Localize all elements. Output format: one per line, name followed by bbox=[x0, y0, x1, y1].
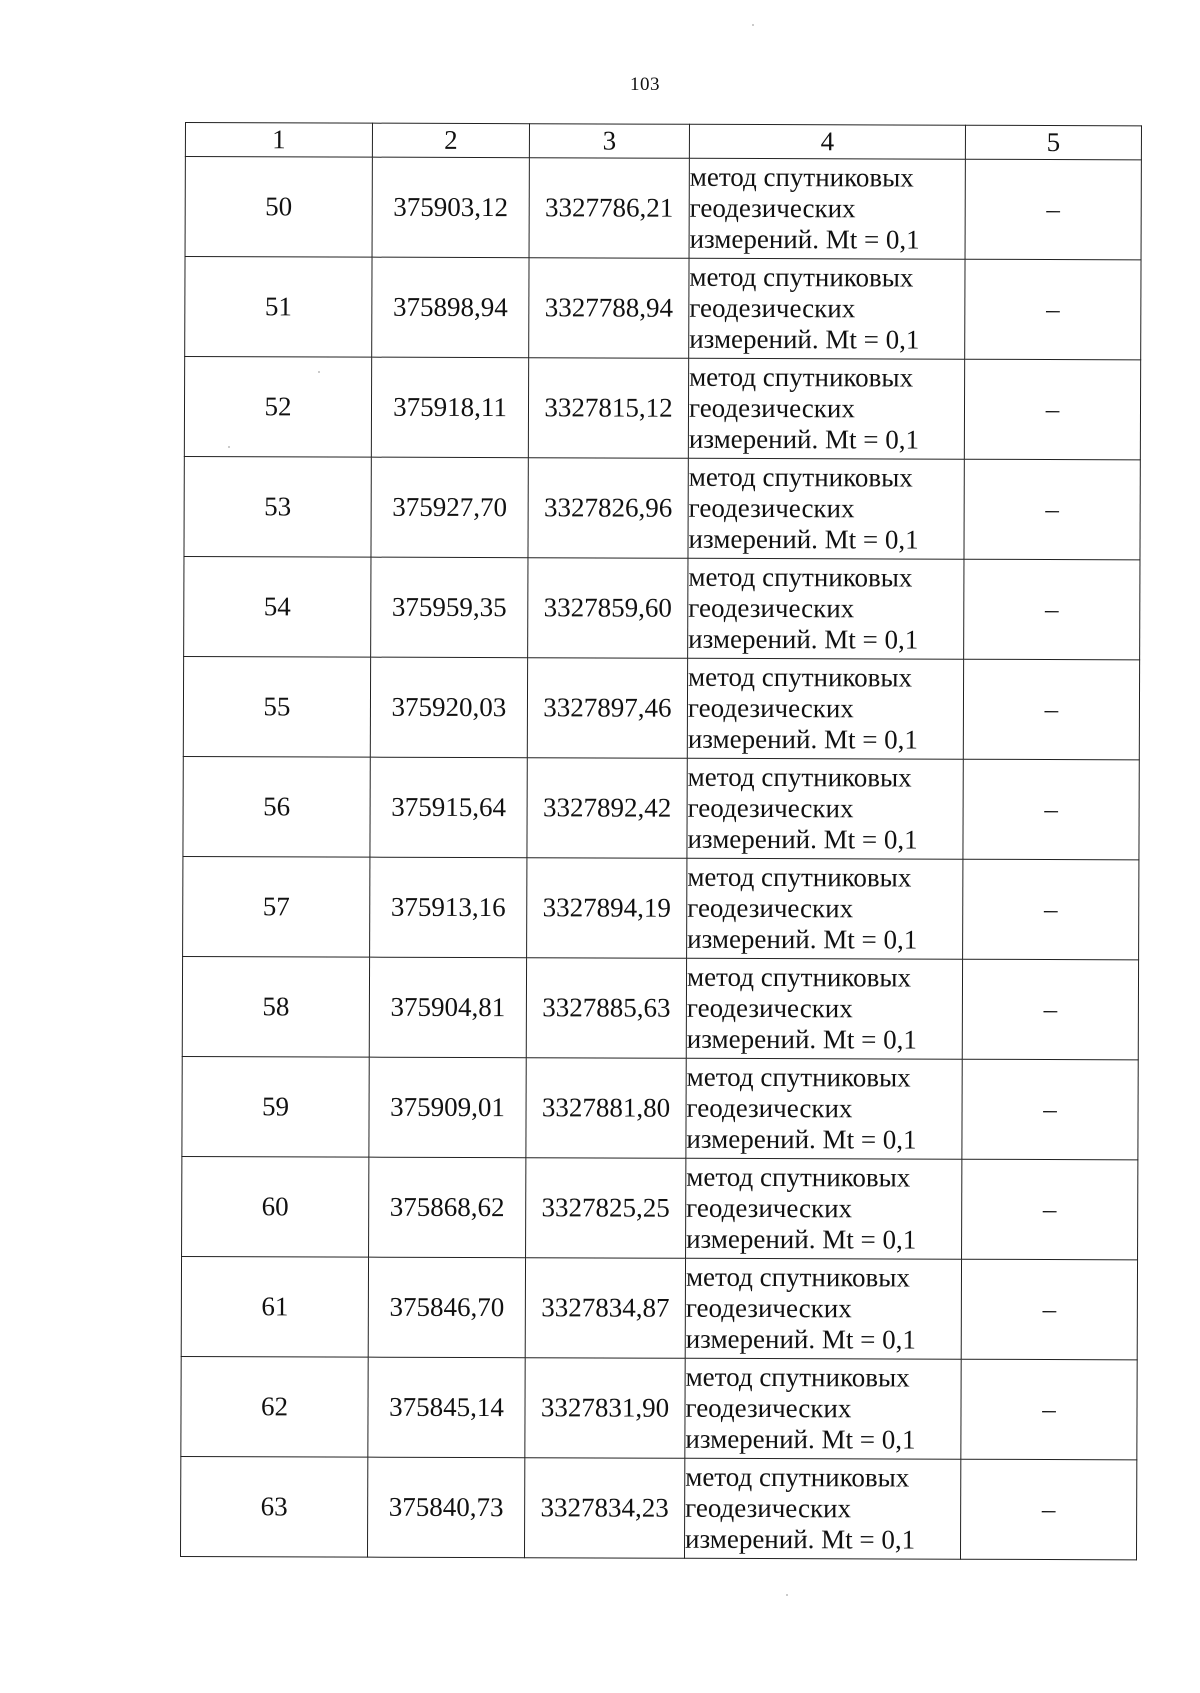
method-line-2: геодезических bbox=[687, 892, 854, 924]
point-number-cell: 51 bbox=[185, 257, 372, 358]
note-cell: – bbox=[965, 159, 1141, 260]
method-cell bbox=[685, 1258, 961, 1359]
point-number-cell: 63 bbox=[180, 1456, 367, 1557]
table-row bbox=[181, 1356, 1137, 1459]
method-line-3: измерений. Mt = 0,1 bbox=[689, 323, 920, 355]
method-line-2: геодезических bbox=[687, 692, 854, 724]
y-coordinate-cell: 3327885,63 bbox=[526, 958, 686, 1059]
method-line-3: измерений. Mt = 0,1 bbox=[687, 823, 918, 855]
point-number-cell: 52 bbox=[184, 357, 371, 458]
method-line-3: измерений. Mt = 0,1 bbox=[686, 1123, 917, 1155]
table-row bbox=[182, 956, 1138, 1059]
note-cell: – bbox=[964, 559, 1140, 660]
point-number-cell: 59 bbox=[182, 1056, 369, 1157]
method-cell bbox=[686, 1158, 962, 1259]
y-coordinate-cell: 3327834,23 bbox=[524, 1458, 684, 1559]
x-coordinate-cell: 375909,01 bbox=[369, 1057, 526, 1158]
method-line-2: геодезических bbox=[685, 1492, 852, 1524]
page-number: 103 bbox=[630, 74, 660, 95]
y-coordinate-cell: 3327894,19 bbox=[527, 858, 687, 959]
x-coordinate-cell: 375959,35 bbox=[371, 557, 528, 658]
method-line-1: метод спутниковых bbox=[686, 1061, 911, 1093]
x-coordinate-cell: 375927,70 bbox=[371, 457, 528, 558]
table-row bbox=[183, 656, 1139, 759]
method-cell bbox=[687, 758, 963, 859]
scan-speck bbox=[228, 446, 230, 448]
table-row bbox=[180, 1456, 1136, 1559]
method-line-2: геодезических bbox=[687, 792, 854, 824]
method-line-3: измерений. Mt = 0,1 bbox=[686, 1223, 917, 1255]
table-row bbox=[184, 456, 1140, 559]
x-coordinate-cell: 375915,64 bbox=[370, 757, 527, 858]
method-line-1: метод спутниковых bbox=[687, 861, 912, 893]
column-header-4: 4 bbox=[689, 124, 965, 159]
method-cell bbox=[686, 1058, 962, 1159]
table-row bbox=[181, 1256, 1137, 1359]
method-cell bbox=[689, 158, 965, 259]
method-line-2: геодезических bbox=[686, 1192, 853, 1224]
y-coordinate-cell: 3327859,60 bbox=[528, 558, 688, 659]
y-coordinate-cell: 3327881,80 bbox=[526, 1058, 686, 1159]
method-cell bbox=[689, 258, 965, 359]
point-number-cell: 50 bbox=[185, 157, 372, 258]
method-cell bbox=[687, 858, 963, 959]
note-cell: – bbox=[964, 359, 1140, 460]
method-line-3: измерений. Mt = 0,1 bbox=[685, 1523, 916, 1555]
table-row bbox=[183, 856, 1139, 959]
method-line-2: геодезических bbox=[685, 1292, 852, 1324]
method-line-2: геодезических bbox=[688, 392, 855, 424]
coordinates-table bbox=[180, 122, 1142, 1560]
method-line-1: метод спутниковых bbox=[686, 1161, 911, 1193]
column-header-3: 3 bbox=[529, 124, 689, 159]
method-line-1: метод спутниковых bbox=[685, 1261, 911, 1293]
method-line-1: метод спутниковых bbox=[689, 161, 914, 193]
method-cell bbox=[686, 958, 962, 1059]
method-line-3: измерений. Mt = 0,1 bbox=[687, 723, 919, 755]
method-line-2: геодезических bbox=[686, 992, 853, 1024]
x-coordinate-cell: 375918,11 bbox=[371, 357, 528, 458]
column-header-1: 1 bbox=[185, 123, 372, 158]
method-line-2: геодезических bbox=[686, 1092, 853, 1124]
table-row bbox=[182, 1156, 1138, 1259]
method-line-1: метод спутниковых bbox=[688, 661, 913, 693]
method-line-3: измерений. Mt = 0,1 bbox=[686, 1023, 917, 1055]
method-line-3: измерений. Mt = 0,1 bbox=[687, 923, 918, 955]
table-row bbox=[185, 257, 1141, 360]
table-row bbox=[185, 157, 1141, 260]
method-cell bbox=[684, 1458, 960, 1559]
note-cell: – bbox=[963, 759, 1139, 860]
method-line-1: метод спутниковых bbox=[685, 1461, 910, 1493]
table-body bbox=[180, 157, 1141, 1560]
method-cell bbox=[687, 658, 963, 759]
note-cell: – bbox=[961, 1259, 1137, 1360]
note-cell: – bbox=[963, 859, 1139, 960]
method-line-1: метод спутниковых bbox=[687, 761, 912, 793]
method-cell bbox=[688, 558, 964, 659]
scan-speck bbox=[786, 1594, 788, 1596]
method-line-2: геодезических bbox=[685, 1392, 852, 1424]
y-coordinate-cell: 3327815,12 bbox=[528, 358, 688, 459]
method-line-2: геодезических bbox=[689, 192, 856, 224]
point-number-cell: 53 bbox=[184, 456, 371, 557]
point-number-cell: 58 bbox=[182, 956, 369, 1057]
method-line-3: измерений. Mt = 0,1 bbox=[689, 223, 920, 255]
method-line-1: метод спутниковых bbox=[688, 561, 913, 593]
x-coordinate-cell: 375840,73 bbox=[367, 1457, 524, 1558]
method-line-3: измерений. Mt = 0,1 bbox=[685, 1423, 916, 1455]
y-coordinate-cell: 3327892,42 bbox=[527, 758, 687, 859]
point-number-cell: 55 bbox=[183, 656, 370, 757]
y-coordinate-cell: 3327834,87 bbox=[525, 1258, 685, 1359]
x-coordinate-cell: 375920,03 bbox=[370, 657, 527, 758]
method-line-1: метод спутниковых bbox=[685, 1361, 910, 1393]
method-line-2: геодезических bbox=[688, 592, 855, 624]
table-header bbox=[185, 123, 1141, 160]
note-cell: – bbox=[962, 959, 1138, 1060]
table-row bbox=[182, 1056, 1138, 1159]
table-row bbox=[184, 556, 1140, 659]
column-header-2: 2 bbox=[372, 123, 529, 158]
point-number-cell: 60 bbox=[182, 1156, 369, 1257]
y-coordinate-cell: 3327897,46 bbox=[527, 658, 687, 759]
method-cell bbox=[688, 458, 964, 559]
x-coordinate-cell: 375913,16 bbox=[370, 857, 527, 958]
column-header-5: 5 bbox=[965, 125, 1141, 160]
y-coordinate-cell: 3327825,25 bbox=[526, 1158, 686, 1259]
note-cell: – bbox=[960, 1459, 1136, 1560]
method-line-3: измерений. Mt = 0,1 bbox=[685, 1323, 916, 1355]
y-coordinate-cell: 3327831,90 bbox=[525, 1358, 685, 1459]
point-number-cell: 62 bbox=[181, 1356, 368, 1457]
method-line-1: метод спутниковых bbox=[689, 361, 914, 393]
method-line-3: измерений. Mt = 0,1 bbox=[688, 423, 920, 455]
x-coordinate-cell: 375868,62 bbox=[369, 1157, 526, 1258]
y-coordinate-cell: 3327826,96 bbox=[528, 458, 688, 559]
x-coordinate-cell: 375846,70 bbox=[368, 1257, 525, 1358]
x-coordinate-cell: 375904,81 bbox=[369, 957, 526, 1058]
y-coordinate-cell: 3327786,21 bbox=[529, 158, 689, 259]
method-line-1: метод спутниковых bbox=[686, 961, 912, 993]
table-row bbox=[183, 756, 1139, 859]
note-cell: – bbox=[962, 1159, 1138, 1260]
point-number-cell: 57 bbox=[183, 856, 370, 957]
method-line-3: измерений. Mt = 0,1 bbox=[688, 523, 919, 555]
method-line-2: геодезических bbox=[688, 492, 855, 524]
method-cell bbox=[688, 358, 964, 459]
method-line-2: геодезических bbox=[689, 292, 856, 324]
note-cell: – bbox=[963, 659, 1139, 760]
note-cell: – bbox=[962, 1059, 1138, 1160]
method-line-1: метод спутниковых bbox=[688, 461, 913, 493]
header-row bbox=[185, 123, 1141, 160]
table-row bbox=[184, 357, 1140, 460]
point-number-cell: 61 bbox=[181, 1256, 368, 1357]
note-cell: – bbox=[964, 459, 1140, 560]
method-line-3: измерений. Mt = 0,1 bbox=[688, 623, 919, 655]
x-coordinate-cell: 375903,12 bbox=[372, 157, 529, 258]
method-cell bbox=[685, 1358, 961, 1459]
scan-speck bbox=[752, 24, 754, 26]
point-number-cell: 56 bbox=[183, 756, 370, 857]
scan-speck bbox=[318, 371, 320, 373]
method-line-1: метод спутниковых bbox=[689, 261, 914, 293]
y-coordinate-cell: 3327788,94 bbox=[529, 258, 689, 359]
x-coordinate-cell: 375845,14 bbox=[368, 1357, 525, 1458]
point-number-cell: 54 bbox=[184, 556, 371, 657]
note-cell: – bbox=[961, 1359, 1137, 1460]
note-cell: – bbox=[965, 259, 1141, 360]
x-coordinate-cell: 375898,94 bbox=[372, 257, 529, 358]
